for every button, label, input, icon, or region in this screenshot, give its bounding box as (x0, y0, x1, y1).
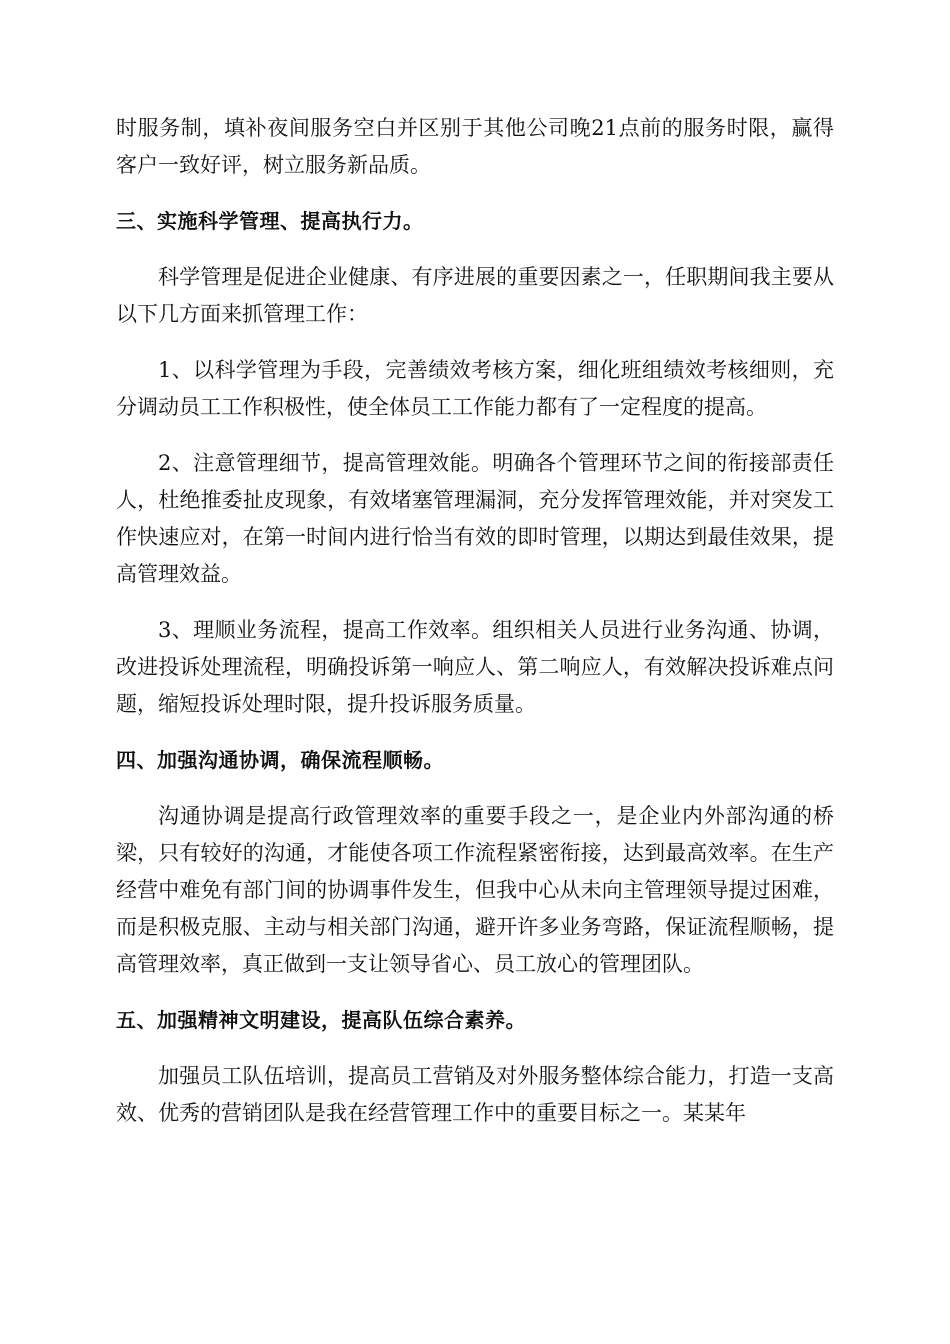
section-heading-4: 四、加强沟通协调，确保流程顺畅。 (116, 748, 444, 772)
paragraph-item-2: 2、注意管理细节，提高管理效能。明确各个管理环节之间的衔接部责任人，杜绝推委扯皮现象，有效堵塞管理漏洞，充分发挥管理效能，并对突发工作快速应对，在第一时间内进行恰当有效的即时管理，以期达到最佳效果，提高管理效益。 (116, 451, 834, 586)
paragraph-item-1: 1、以科学管理为手段，完善绩效考核方案，细化班组绩效考核细则，充分调动员工工作积极性，使全体员工工作能力都有了一定程度的提高。 (116, 358, 834, 419)
paragraph-communication: 沟通协调是提高行政管理效率的重要手段之一，是企业内外部沟通的桥梁，只有较好的沟通，才能使各项工作流程紧密衔接，达到最高效率。在生产经营中难免有部门间的协调事件发生，但我中心从未向主管理领导提过困难，而是积极克服、主动与相关部门沟通，避开许多业务弯路，保证流程顺畅，提高管理效率，真正做到一支让领导省心、员工放心的管理团队。 (116, 804, 834, 976)
section-heading-5: 五、加强精神文明建设，提高队伍综合素养。 (116, 1008, 526, 1032)
paragraph-team-training: 加强员工队伍培训，提高员工营销及对外服务整体综合能力，打造一支高效、优秀的营销团队是我在经营管理工作中的重要目标之一。某某年 (116, 1064, 834, 1125)
paragraph-scientific-management-intro: 科学管理是促进企业健康、有序进展的重要因素之一，任职期间我主要从以下几方面来抓管理工作： (116, 265, 834, 326)
section-heading-3: 三、实施科学管理、提高执行力。 (116, 209, 424, 233)
paragraph-service-hours: 时服务制，填补夜间服务空白并区别于其他公司晚21点前的服务时限，赢得客户一致好评，树立服务新品质。 (116, 116, 834, 177)
document-page (116, 110, 834, 1151)
paragraph-item-3: 3、理顺业务流程，提高工作效率。组织相关人员进行业务沟通、协调，改进投诉处理流程，明确投诉第一响应人、第二响应人，有效解决投诉难点问题，缩短投诉处理时限，提升投诉服务质量。 (116, 618, 834, 716)
